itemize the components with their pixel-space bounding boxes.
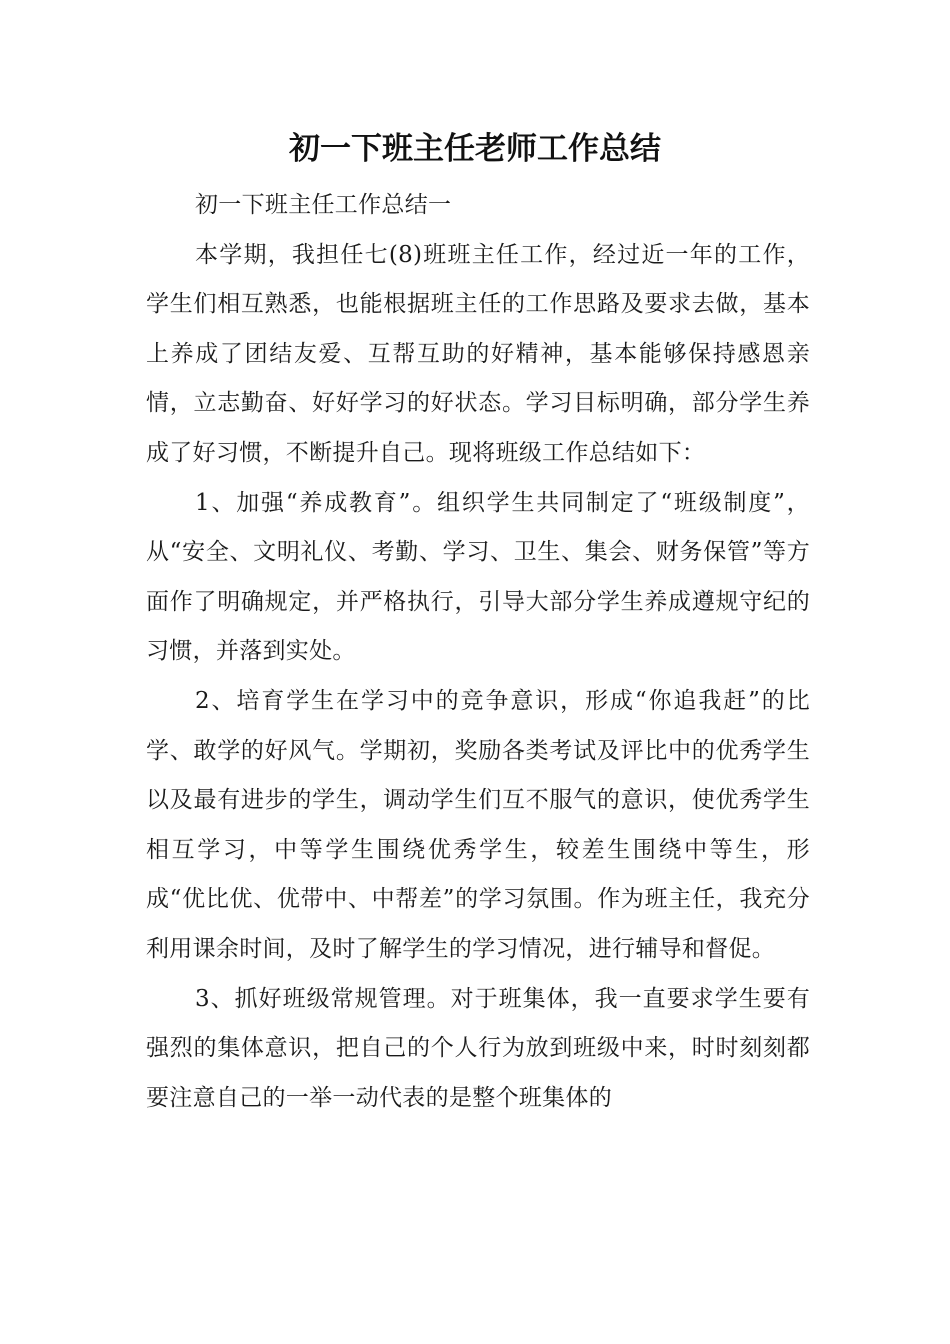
- paragraph-item-1: 1、加强“养成教育”。组织学生共同制定了“班级制度”，从“安全、文明礼仪、考勤、学习、卫生、集会、财务保管”等方面作了明确规定，并严格执行，引导大部分学生养成遵规守纪的习惯，并落到实处。: [146, 489, 810, 665]
- document-subtitle: 初一下班主任工作总结一: [195, 192, 452, 218]
- paragraph-item-2: 2、培育学生在学习中的竞争意识，形成“你追我赶”的比学、敢学的好风气。学期初，奖励各类考试及评比中的优秀学生以及最有进步的学生，调动学生们互不服气的意识，使优秀学生相互学习，中等学生围绕优秀学生，较差生围绕中等生，形成“优比优、优带中、中帮差”的学习氛围。作为班主任，我充分利用课余时间，及时了解学生的学习情况，进行辅导和督促。: [146, 687, 810, 962]
- document-title: 初一下班主任老师工作总结: [289, 131, 661, 167]
- document-body: [146, 181, 810, 1123]
- paragraph-intro: 本学期，我担任七(8)班班主任工作，经过近一年的工作，学生们相互熟悉，也能根据班主任的工作思路及要求去做，基本上养成了团结友爱、互帮互助的好精神，基本能够保持感恩亲情，立志勤奋、好好学习的好状态。学习目标明确，部分学生养成了好习惯，不断提升自己。现将班级工作总结如下：: [146, 241, 810, 466]
- paragraph-item-3: 3、抓好班级常规管理。对于班集体，我一直要求学生要有强烈的集体意识，把自己的个人行为放到班级中来，时时刻刻都要注意自己的一举一动代表的是整个班集体的: [146, 985, 810, 1111]
